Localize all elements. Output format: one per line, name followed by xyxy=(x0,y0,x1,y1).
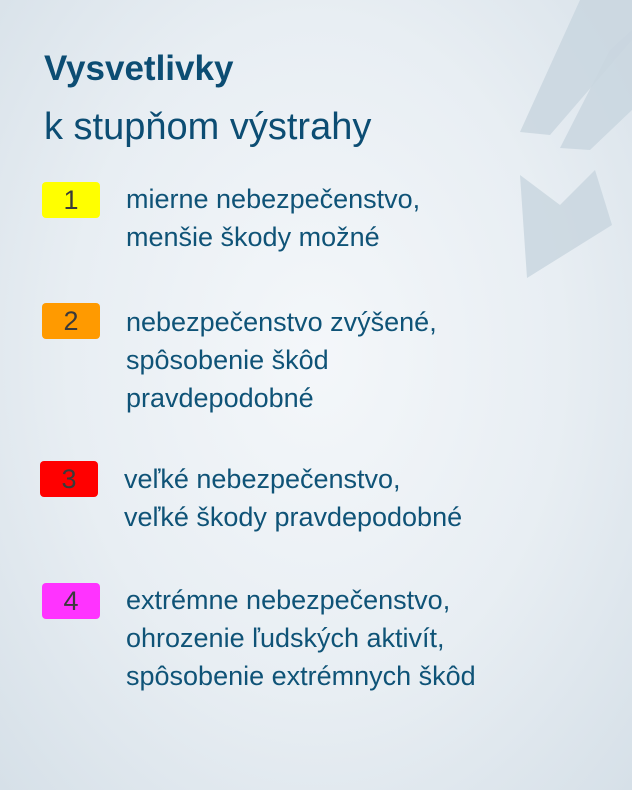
level-4-line: spôsobenie extrémnych škôd xyxy=(126,661,476,691)
level-2-line: spôsobenie škôd xyxy=(126,345,329,375)
level-1-line: mierne nebezpečenstvo, xyxy=(126,184,421,214)
level-1-line: menšie škody možné xyxy=(126,222,380,252)
level-4-line: extrémne nebezpečenstvo, xyxy=(126,585,451,615)
level-description-3 xyxy=(124,460,462,536)
level-badge-2: 2 xyxy=(42,303,100,339)
level-2-line: nebezpečenstvo zvýšené, xyxy=(126,307,437,337)
level-badge-4: 4 xyxy=(42,583,100,619)
level-badge-1: 1 xyxy=(42,182,100,218)
level-3-line: veľké škody pravdepodobné xyxy=(124,502,463,532)
level-2-line: pravdepodobné xyxy=(126,383,314,413)
level-description-4 xyxy=(126,581,476,695)
level-badge-3: 3 xyxy=(40,461,98,497)
level-3-line: veľké nebezpečenstvo, xyxy=(124,464,401,494)
level-description-1 xyxy=(126,180,420,256)
level-4-line: ohrozenie ľudských aktivít, xyxy=(126,623,445,653)
level-description-2 xyxy=(126,303,437,417)
legend-subtitle: k stupňom výstrahy xyxy=(44,106,372,148)
legend-title: Vysvetlivky xyxy=(44,49,234,88)
